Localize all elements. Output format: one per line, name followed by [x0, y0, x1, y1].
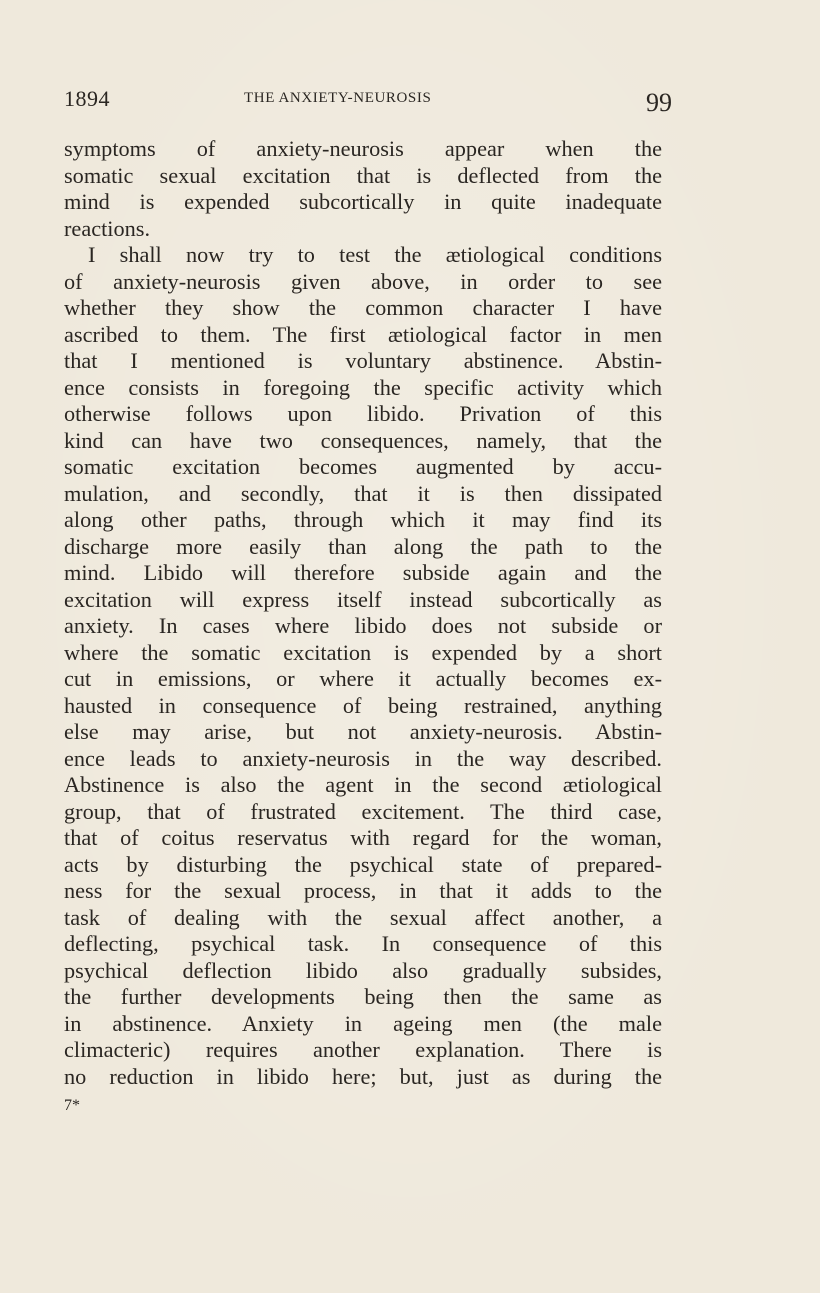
text-line: whether they show the common character I have [64, 295, 662, 320]
text-line: in abstinence. Anxiety in ageing men (the male [64, 1010, 662, 1036]
text-line: ence consists in foregoing the specific activity which [64, 374, 662, 400]
text-line: psychical deflection libido also gradually subsides, [64, 957, 662, 983]
text-line: reactions. [64, 215, 151, 241]
page-number: 99 [646, 88, 672, 117]
text-line: somatic sexual excitation that is deflected from the [64, 162, 662, 188]
text-line: ence leads to anxiety-neurosis in the way described. [64, 745, 662, 771]
text-line: group, that of frustrated excitement. The third case, [64, 798, 662, 824]
header-year: 1894 [64, 86, 110, 111]
text-line: that of coitus reservatus with regard for the woman, [64, 825, 662, 850]
body-text [64, 136, 662, 1090]
text-line: task of dealing with the sexual affect another, a [64, 904, 662, 930]
text-line: ascribed to them. The first ætiological factor in men [64, 321, 662, 347]
text-line: no reduction in libido here; but, just as during the [64, 1063, 662, 1089]
text-line: mulation, and secondly, that it is then dissipated [64, 480, 662, 506]
text-line: that I mentioned is voluntary abstinence. Abstin- [64, 348, 662, 373]
text-line: otherwise follows upon libido. Privation of this [64, 401, 662, 426]
text-line: acts by disturbing the psychical state of prepared- [64, 851, 662, 877]
text-line: along other paths, through which it may find its [64, 507, 662, 532]
text-line: of anxiety-neurosis given above, in order to see [64, 268, 662, 294]
header-title: THE ANXIETY-NEUROSIS [244, 90, 432, 106]
text-line: where the somatic excitation is expended by a short [64, 639, 662, 665]
text-line: climacteric) requires another explanation. There is [64, 1037, 662, 1062]
text-line: anxiety. In cases where libido does not subside or [64, 613, 662, 638]
signature-mark: 7* [64, 1097, 80, 1114]
text-line: discharge more easily than along the path to the [64, 533, 662, 559]
text-line: Abstinence is also the agent in the second ætiological [64, 772, 662, 797]
text-line: cut in emissions, or where it actually becomes ex- [64, 666, 662, 691]
text-line: somatic excitation becomes augmented by accu- [64, 454, 662, 479]
text-line: symptoms of anxiety-neurosis appear when the [64, 136, 662, 161]
text-line: mind is expended subcortically in quite inadequate [64, 189, 662, 214]
text-line: mind. Libido will therefore subside again and the [64, 560, 662, 585]
text-line: hausted in consequence of being restrained, anything [64, 692, 662, 718]
text-line: else may arise, but not anxiety-neurosis. Abstin- [64, 719, 662, 744]
running-head [64, 86, 672, 116]
text-line: kind can have two consequences, namely, that the [64, 427, 662, 453]
text-line: ness for the sexual process, in that it adds to the [64, 878, 662, 903]
text-line: I shall now try to test the ætiological conditions [88, 242, 662, 267]
text-line: deflecting, psychical task. In consequence of this [64, 931, 662, 956]
text-line: excitation will express itself instead subcortically as [64, 586, 662, 612]
text-line: the further developments being then the same as [64, 984, 662, 1009]
